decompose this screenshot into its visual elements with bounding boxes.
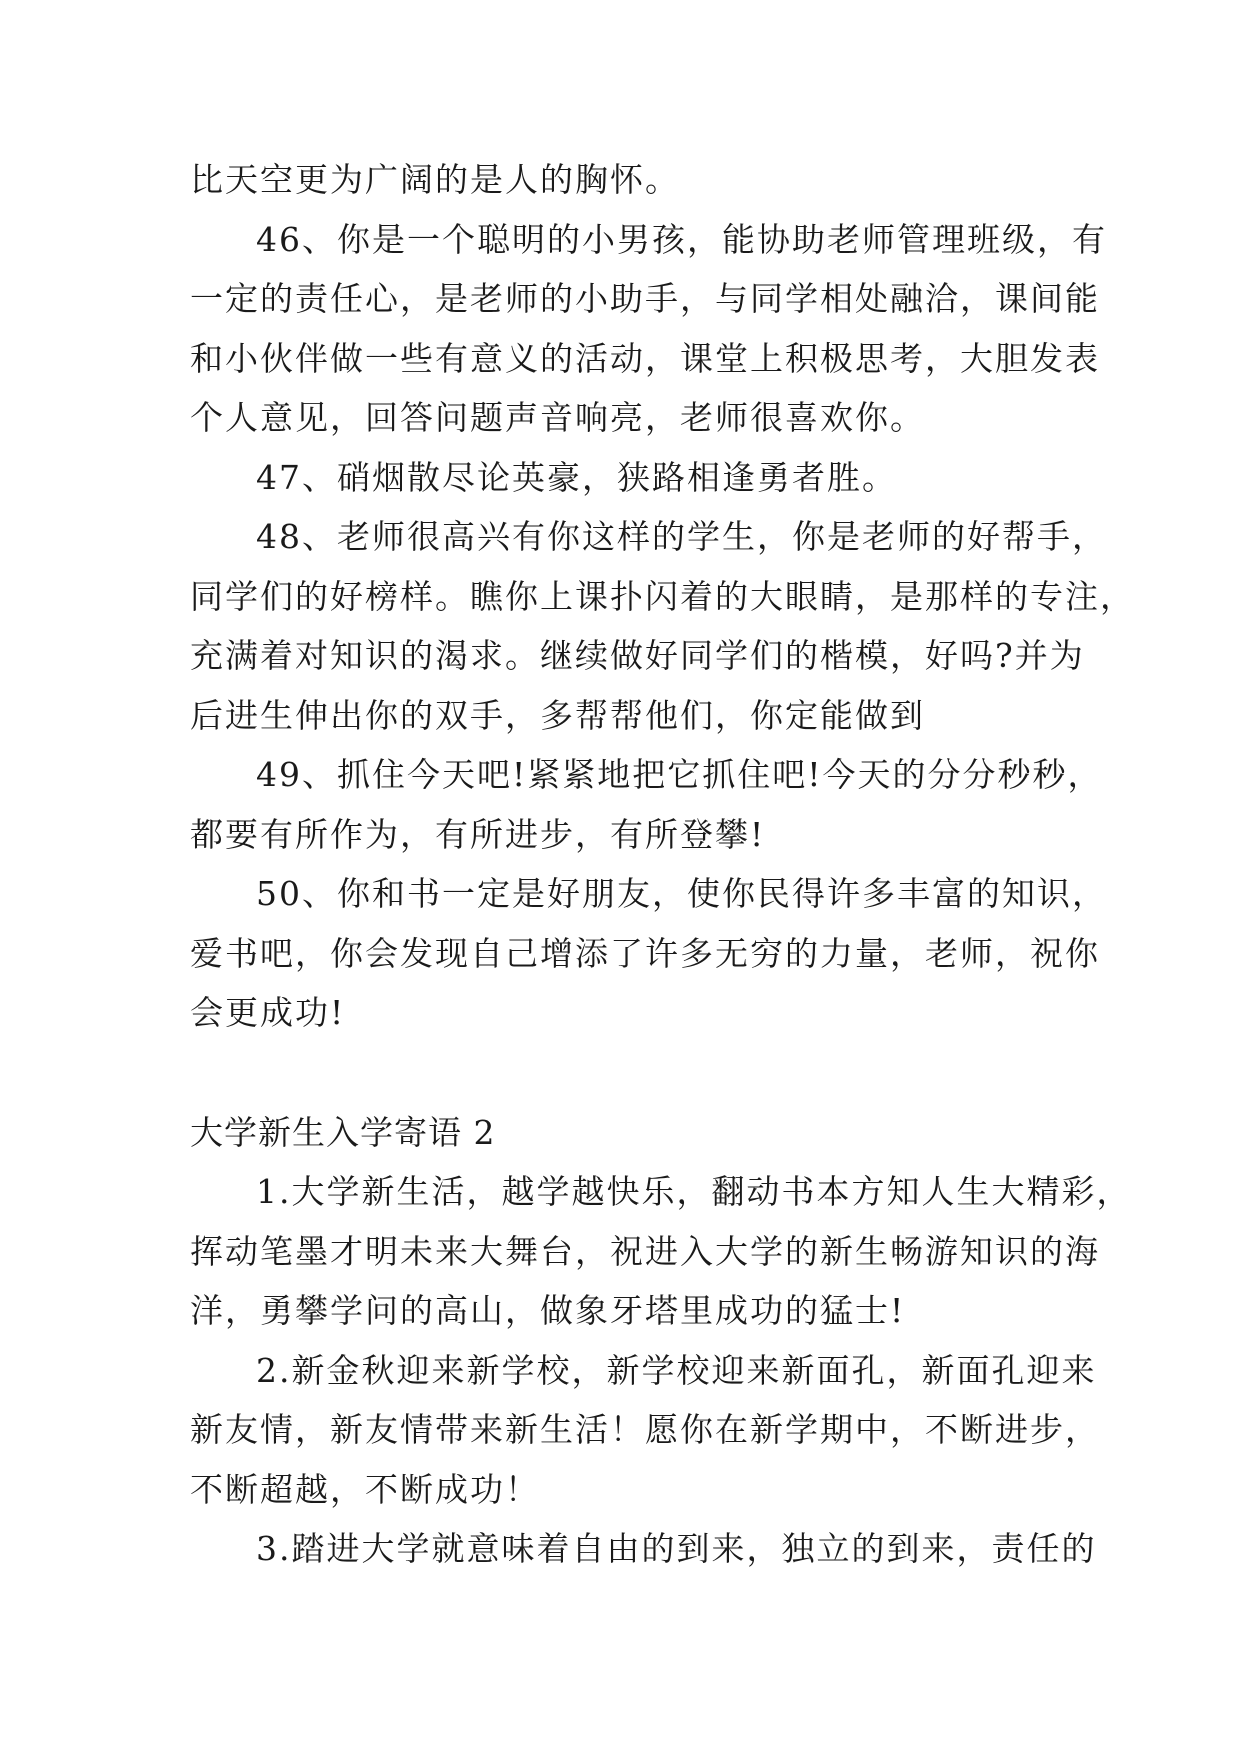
text-line: 充满着对知识的渴求。继续做好同学们的楷模，好吗?并为 xyxy=(190,636,1085,675)
text-line: 新友情，新友情带来新生活！愿你在新学期中，不断进步， xyxy=(190,1410,1100,1449)
paragraph xyxy=(190,1519,1097,1579)
section-heading xyxy=(190,1103,1050,1163)
paragraph xyxy=(190,1162,1132,1341)
text-line: 同学们的好榜样。瞧你上课扑闪着的大眼睛，是那样的专注， xyxy=(190,576,1135,616)
text-line: 和小伙伴做一些有意义的活动，课堂上积极思考，大胆发表 xyxy=(190,338,1100,378)
document-body xyxy=(190,150,1135,1579)
text-line: 2.新金秋迎来新学校，新学校迎来新面孔，新面孔迎来 xyxy=(256,1350,1097,1390)
paragraph xyxy=(190,864,1107,1043)
section-spacer xyxy=(190,1043,1050,1103)
paragraph xyxy=(190,1341,1100,1520)
text-line: 后进生伸出你的双手，多帮帮他们，你定能做到 xyxy=(190,695,925,735)
paragraph xyxy=(190,448,1050,508)
text-line: 50、你和书一定是好朋友，使你民得许多丰富的知识， xyxy=(256,874,1107,913)
text-line: 爱书吧，你会发现自己增添了许多无穷的力量，老师，祝你 xyxy=(190,933,1100,973)
text-line: 都要有所作为，有所进步，有所登攀! xyxy=(190,814,766,854)
text-line: 挥动笔墨才明未来大舞台，祝进入大学的新生畅游知识的海 xyxy=(190,1231,1100,1271)
text-line: 一定的责任心，是老师的小助手，与同学相处融洽，课间能 xyxy=(190,279,1100,318)
text-line: 47、硝烟散尽论英豪，狭路相逢勇者胜。 xyxy=(256,457,897,497)
text-line: 3.踏进大学就意味着自由的到来，独立的到来，责任的 xyxy=(256,1529,1097,1568)
text-line: 49、抓住今天吧!紧紧地把它抓住吧!今天的分分秒秒， xyxy=(256,755,1103,794)
text-line: 洋，勇攀学问的高山，做象牙塔里成功的猛士! xyxy=(190,1291,906,1330)
paragraph xyxy=(190,507,1135,745)
paragraph xyxy=(190,150,1050,210)
text-line: 46、你是一个聪明的小男孩，能协助老师管理班级，有 xyxy=(256,219,1107,259)
text-line: 1.大学新生活，越学越快乐，翻动书本方知人生大精彩， xyxy=(256,1172,1132,1211)
paragraph xyxy=(190,210,1107,448)
text-line: 会更成功! xyxy=(190,993,346,1032)
paragraph xyxy=(190,745,1103,864)
text-line: 不断超越，不断成功！ xyxy=(190,1469,540,1509)
text-line: 48、老师很高兴有你这样的学生，你是老师的好帮手， xyxy=(256,517,1107,556)
text-line: 比天空更为广阔的是人的胸怀。 xyxy=(190,160,680,199)
heading-text: 大学新生入学寄语 2 xyxy=(190,1112,496,1152)
text-line: 个人意见，回答问题声音响亮，老师很喜欢你。 xyxy=(190,398,925,437)
